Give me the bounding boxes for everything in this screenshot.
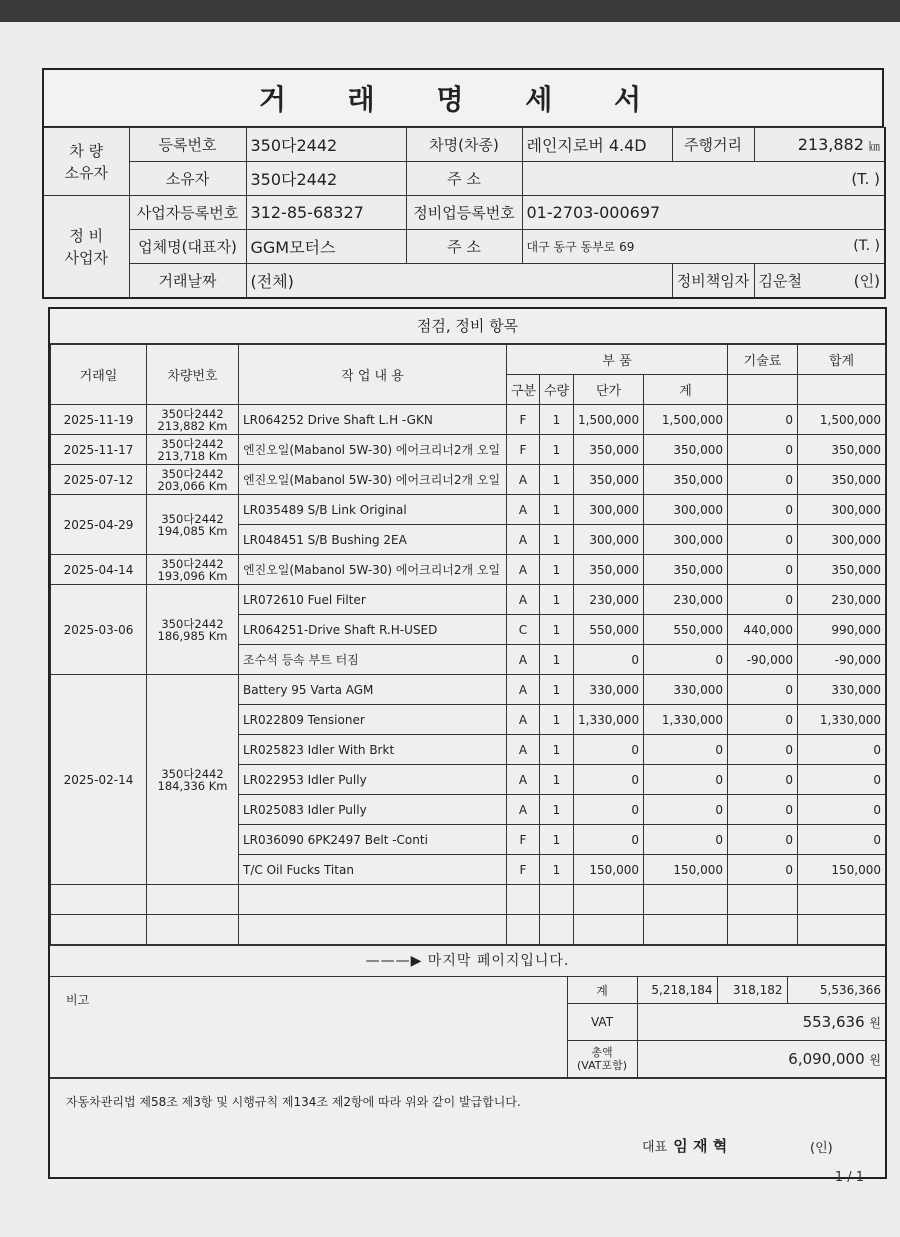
row-work: LR064251-Drive Shaft R.H-USED (239, 615, 507, 645)
row-work: 엔진오일(Mabanol 5W-30) 에어크리너2개 오일 (239, 555, 507, 585)
row-labor: 0 (728, 735, 798, 765)
table-row (51, 585, 886, 615)
row-unit-price: 150,000 (574, 855, 644, 885)
row-subtotal: 0 (644, 735, 728, 765)
row-plate: 350다2442 (161, 436, 224, 451)
row-work: LR022953 Idler Pully (239, 765, 507, 795)
row-type: F (507, 405, 540, 435)
row-mileage: 184,336 Km (157, 778, 228, 793)
row-type: A (507, 675, 540, 705)
row-date: 2025-11-19 (51, 405, 147, 435)
owner-label: 소유자 (129, 162, 246, 196)
row-qty: 1 (540, 855, 574, 885)
row-work: LR022809 Tensioner (239, 705, 507, 735)
row-type: F (507, 855, 540, 885)
row-total: 1,330,000 (798, 705, 886, 735)
total-label: 총액 (VAT포함) (567, 1041, 637, 1078)
row-total: 1,500,000 (798, 405, 886, 435)
manager-cell (754, 264, 885, 299)
row-mileage: 203,066 Km (157, 478, 228, 493)
total-amount: 6,090,000 (788, 1050, 865, 1068)
row-qty: 1 (540, 465, 574, 495)
row-unit-price: 0 (574, 825, 644, 855)
row-work: LR072610 Fuel Filter (239, 585, 507, 615)
row-total: 350,000 (798, 465, 886, 495)
row-labor: 440,000 (728, 615, 798, 645)
date-label: 거래날짜 (129, 264, 246, 299)
row-plate: 350다2442 (161, 556, 224, 571)
row-total: 230,000 (798, 585, 886, 615)
row-labor: 0 (728, 465, 798, 495)
row-work: 엔진오일(Mabanol 5W-30) 에어크리너2개 오일 (239, 435, 507, 465)
manager-seal: (인) (853, 272, 880, 290)
row-unit-price: 1,500,000 (574, 405, 644, 435)
row-type: A (507, 525, 540, 555)
total-cell (637, 1041, 885, 1078)
mileage-label: 주행거리 (672, 128, 754, 162)
row-subtotal: 0 (644, 645, 728, 675)
repair-no-label: 정비업등록번호 (406, 196, 522, 230)
table-row (51, 405, 886, 435)
row-labor: 0 (728, 855, 798, 885)
row-qty: 1 (540, 585, 574, 615)
parts-sum: 5,218,184 (637, 977, 717, 1004)
sum-label: 계 (567, 977, 637, 1004)
page-number: 1 / 1 (834, 1170, 864, 1185)
row-unit-price: 1,330,000 (574, 705, 644, 735)
totals-table (50, 976, 885, 1078)
row-total: 350,000 (798, 435, 886, 465)
owner-tel: (T. ) (522, 162, 885, 196)
biz-no-label: 사업자등록번호 (129, 196, 246, 230)
representative (642, 1135, 727, 1156)
col-labor-blank (728, 375, 798, 405)
row-labor: 0 (728, 825, 798, 855)
row-vehicle (147, 495, 239, 555)
row-total: 150,000 (798, 855, 886, 885)
row-work: LR025083 Idler Pully (239, 795, 507, 825)
col-vehicle: 차량번호 (147, 345, 239, 405)
vat-amount: 553,636 (802, 1013, 865, 1031)
row-total: 0 (798, 825, 886, 855)
row-type: A (507, 645, 540, 675)
table-row (51, 495, 886, 525)
items-section (48, 307, 887, 1179)
empty-row (51, 915, 886, 945)
row-work: 엔진오일(Mabanol 5W-30) 에어크리너2개 오일 (239, 465, 507, 495)
row-work: T/C Oil Fucks Titan (239, 855, 507, 885)
empty-cell (507, 915, 540, 945)
transaction-statement (42, 68, 884, 1179)
empty-cell (574, 915, 644, 945)
row-unit-price: 550,000 (574, 615, 644, 645)
row-total: -90,000 (798, 645, 886, 675)
row-type: F (507, 435, 540, 465)
row-plate: 350다2442 (161, 766, 224, 781)
row-subtotal: 330,000 (644, 675, 728, 705)
row-type: A (507, 495, 540, 525)
row-unit-price: 350,000 (574, 555, 644, 585)
row-plate: 350다2442 (161, 616, 224, 631)
row-subtotal: 0 (644, 825, 728, 855)
col-labor: 기술료 (728, 345, 798, 375)
empty-cell (574, 885, 644, 915)
row-type: C (507, 615, 540, 645)
row-subtotal: 300,000 (644, 495, 728, 525)
row-unit-price: 0 (574, 765, 644, 795)
row-subtotal: 350,000 (644, 435, 728, 465)
reg-no-label: 등록번호 (129, 128, 246, 162)
header-table (42, 127, 886, 299)
row-vehicle (147, 675, 239, 885)
row-plate: 350다2442 (161, 466, 224, 481)
row-unit-price: 0 (574, 645, 644, 675)
row-total: 350,000 (798, 555, 886, 585)
row-type: A (507, 705, 540, 735)
empty-cell (540, 885, 574, 915)
row-labor: 0 (728, 435, 798, 465)
row-subtotal: 550,000 (644, 615, 728, 645)
row-unit-price: 230,000 (574, 585, 644, 615)
grand-sum: 5,536,366 (787, 977, 885, 1004)
model: 레인지로버 4.4D (522, 128, 672, 162)
model-label: 차명(차종) (406, 128, 522, 162)
row-labor: 0 (728, 495, 798, 525)
row-total: 990,000 (798, 615, 886, 645)
col-total: 합계 (798, 345, 886, 375)
row-subtotal: 150,000 (644, 855, 728, 885)
rep-seal: (인) (810, 1141, 833, 1156)
issue-notice: 자동차관리법 제58조 제3항 및 시행규칙 제134조 제2항에 따라 위와 같이 발급합니다. (66, 1095, 521, 1109)
row-subtotal: 1,330,000 (644, 705, 728, 735)
manager-label: 정비책임자 (672, 264, 754, 299)
row-labor: 0 (728, 525, 798, 555)
empty-cell (239, 885, 507, 915)
row-total: 0 (798, 765, 886, 795)
issue-notice-area (50, 1078, 885, 1177)
vehicle-owner-section-label: 차 량 소유자 (43, 128, 129, 196)
row-subtotal: 350,000 (644, 465, 728, 495)
empty-cell (51, 885, 147, 915)
vat-cell (637, 1004, 885, 1041)
row-unit-price: 350,000 (574, 465, 644, 495)
row-type: F (507, 825, 540, 855)
row-date: 2025-04-14 (51, 555, 147, 585)
row-vehicle (147, 435, 239, 465)
row-qty: 1 (540, 495, 574, 525)
items-title: 점검, 정비 항목 (50, 309, 885, 344)
row-labor: -90,000 (728, 645, 798, 675)
total-won: 원 (869, 1053, 881, 1067)
row-unit-price: 300,000 (574, 525, 644, 555)
empty-cell (540, 915, 574, 945)
row-type: A (507, 555, 540, 585)
empty-cell (798, 885, 886, 915)
row-subtotal: 1,500,000 (644, 405, 728, 435)
row-labor: 0 (728, 765, 798, 795)
row-work: LR048451 S/B Bushing 2EA (239, 525, 507, 555)
row-total: 0 (798, 735, 886, 765)
row-qty: 1 (540, 825, 574, 855)
remarks-label: 비고 (50, 977, 567, 1078)
row-type: A (507, 795, 540, 825)
business-address-cell (522, 230, 885, 264)
row-total: 300,000 (798, 525, 886, 555)
row-mileage: 213,718 Km (157, 448, 228, 463)
document-title: 거 래 명 세 서 (42, 68, 884, 127)
row-qty: 1 (540, 705, 574, 735)
row-labor: 0 (728, 585, 798, 615)
row-vehicle (147, 465, 239, 495)
last-page-notice: ———▶ 마지막 페이지입니다. (50, 945, 885, 976)
empty-cell (239, 915, 507, 945)
row-date: 2025-11-17 (51, 435, 147, 465)
row-date: 2025-04-29 (51, 495, 147, 555)
row-qty: 1 (540, 795, 574, 825)
row-date: 2025-07-12 (51, 465, 147, 495)
row-qty: 1 (540, 525, 574, 555)
row-date: 2025-03-06 (51, 585, 147, 675)
row-unit-price: 300,000 (574, 495, 644, 525)
table-row (51, 465, 886, 495)
row-unit-price: 350,000 (574, 435, 644, 465)
business-section-label: 정 비 사업자 (43, 196, 129, 299)
col-total-blank (798, 375, 886, 405)
row-work: 조수석 등속 부트 터짐 (239, 645, 507, 675)
row-work: LR035489 S/B Link Original (239, 495, 507, 525)
row-total: 0 (798, 795, 886, 825)
row-type: A (507, 765, 540, 795)
empty-cell (728, 885, 798, 915)
reg-no: 350다2442 (246, 128, 406, 162)
row-work: LR025823 Idler With Brkt (239, 735, 507, 765)
company-label: 업체명(대표자) (129, 230, 246, 264)
row-subtotal: 350,000 (644, 555, 728, 585)
row-qty: 1 (540, 675, 574, 705)
empty-cell (644, 885, 728, 915)
col-type: 구분 (507, 375, 540, 405)
row-labor: 0 (728, 675, 798, 705)
row-mileage: 213,882 Km (157, 418, 228, 433)
date-range: (전체) (246, 264, 672, 299)
repair-no: 01-2703-000697 (522, 196, 885, 230)
row-type: A (507, 585, 540, 615)
row-qty: 1 (540, 405, 574, 435)
row-work: LR036090 6PK2497 Belt -Conti (239, 825, 507, 855)
row-type: A (507, 465, 540, 495)
items-table (50, 344, 886, 945)
col-subtotal: 계 (644, 375, 728, 405)
row-vehicle (147, 555, 239, 585)
col-date: 거래일 (51, 345, 147, 405)
empty-cell (728, 915, 798, 945)
row-qty: 1 (540, 765, 574, 795)
table-row (51, 435, 886, 465)
row-subtotal: 0 (644, 795, 728, 825)
row-unit-price: 0 (574, 735, 644, 765)
row-subtotal: 230,000 (644, 585, 728, 615)
row-qty: 1 (540, 615, 574, 645)
business-address-label: 주 소 (406, 230, 522, 264)
empty-cell (51, 915, 147, 945)
row-vehicle (147, 585, 239, 675)
col-qty: 수량 (540, 375, 574, 405)
row-labor: 0 (728, 795, 798, 825)
row-total: 330,000 (798, 675, 886, 705)
empty-cell (644, 915, 728, 945)
row-vehicle (147, 405, 239, 435)
row-labor: 0 (728, 405, 798, 435)
empty-cell (147, 915, 239, 945)
col-work: 작 업 내 용 (239, 345, 507, 405)
row-qty: 1 (540, 645, 574, 675)
mileage: 213,882 ㎞ (754, 128, 885, 162)
biz-no: 312-85-68327 (246, 196, 406, 230)
empty-cell (507, 885, 540, 915)
rep-name: 임 재 혁 (673, 1137, 728, 1155)
owner: 350다2442 (246, 162, 406, 196)
business-address: 대구 동구 동부로 69 (526, 240, 635, 254)
row-labor: 0 (728, 705, 798, 735)
table-row (51, 555, 886, 585)
row-date: 2025-02-14 (51, 675, 147, 885)
manager: 김운철 (758, 272, 802, 290)
col-unit-price: 단가 (574, 375, 644, 405)
row-mileage: 194,085 Km (157, 523, 228, 538)
table-row (51, 675, 886, 705)
business-tel: (T. ) (853, 238, 880, 254)
row-labor: 0 (728, 555, 798, 585)
vat-label: VAT (567, 1004, 637, 1041)
company: GGM모터스 (246, 230, 406, 264)
owner-address-label: 주 소 (406, 162, 522, 196)
empty-cell (147, 885, 239, 915)
row-qty: 1 (540, 555, 574, 585)
row-total: 300,000 (798, 495, 886, 525)
row-qty: 1 (540, 735, 574, 765)
row-plate: 350다2442 (161, 406, 224, 421)
labor-sum: 318,182 (717, 977, 787, 1004)
row-plate: 350다2442 (161, 511, 224, 526)
empty-cell (798, 915, 886, 945)
row-type: A (507, 735, 540, 765)
row-work: LR064252 Drive Shaft L.H -GKN (239, 405, 507, 435)
row-subtotal: 300,000 (644, 525, 728, 555)
rep-label: 대표 (642, 1140, 668, 1155)
row-subtotal: 0 (644, 765, 728, 795)
row-mileage: 186,985 Km (157, 628, 228, 643)
row-work: Battery 95 Varta AGM (239, 675, 507, 705)
row-qty: 1 (540, 435, 574, 465)
empty-row (51, 885, 886, 915)
row-unit-price: 330,000 (574, 675, 644, 705)
row-unit-price: 0 (574, 795, 644, 825)
col-parts: 부 품 (507, 345, 728, 375)
vat-won: 원 (869, 1016, 881, 1030)
row-mileage: 193,096 Km (157, 568, 228, 583)
